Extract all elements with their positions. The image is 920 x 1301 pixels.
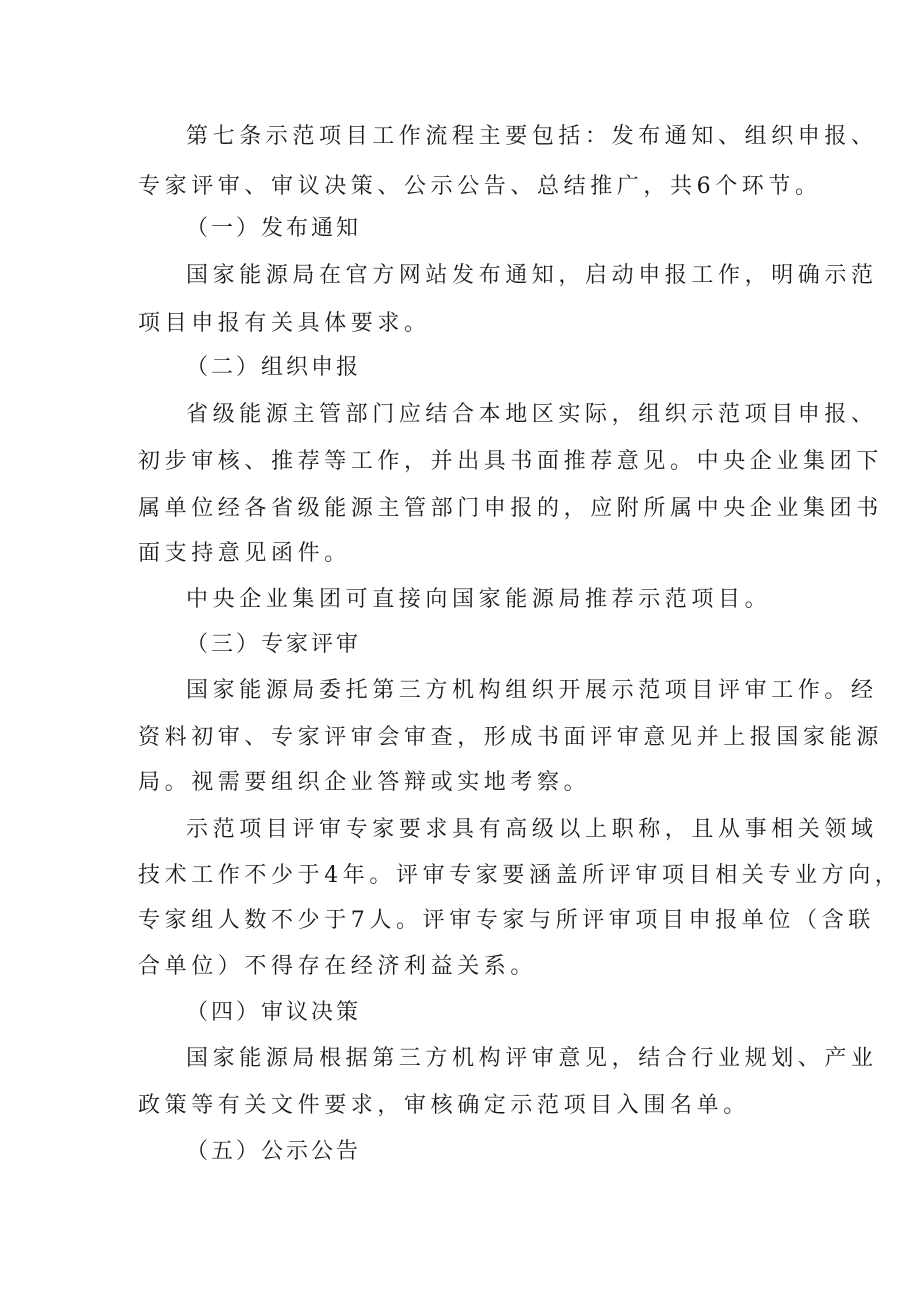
section-2-para-2-line-1: 中央企业集团可直接向国家能源局推荐示范项目。 (186, 587, 772, 612)
section-1-line-2: 项目申报有关具体要求。 (138, 311, 431, 336)
section-3-para-1-line-3: 局。视需要组织企业答辩或实地考察。 (138, 770, 591, 795)
section-4-line-2: 政策等有关文件要求，审核确定示范项目入围名单。 (138, 1093, 750, 1118)
section-1-line-1: 国家能源局在官方网站发布通知，启动申报工作，明确示范 (186, 263, 878, 288)
section-4-line-1: 国家能源局根据第三方机构评审意见，结合行业规划、产业 (186, 1046, 878, 1071)
section-2-para-1-line-3: 属单位经各省级能源主管部门申报的，应附所属中央企业集团书 (138, 496, 883, 521)
section-2-para-1-line-2: 初步审核、推荐等工作，并出具书面推荐意见。中央企业集团下 (138, 449, 883, 474)
section-3-para-1-line-1: 国家能源局委托第三方机构组织开展示范项目评审工作。经 (186, 678, 878, 703)
article-7-line-2: 专家评审、审议决策、公示公告、总结推广，共6个环节。 (138, 174, 822, 199)
section-3-para-2-line-4: 合单位）不得存在经济利益关系。 (138, 954, 538, 979)
section-3-para-2-line-3: 专家组人数不少于7人。评审专家与所评审项目申报单位（含联 (138, 908, 875, 933)
section-2-para-1-line-4: 面支持意见函件。 (138, 541, 351, 566)
article-7-line-1: 第七条示范项目工作流程主要包括：发布通知、组织申报、 (186, 124, 878, 149)
section-1-heading: （一）发布通知 (186, 216, 362, 241)
section-3-para-2-line-1: 示范项目评审专家要求具有高级以上职称，且从事相关领域 (186, 817, 878, 842)
section-3-para-2-line-2: 技术工作不少于4年。评审专家要涵盖所评审项目相关专业方向， (138, 863, 902, 888)
section-3-heading: （三）专家评审 (186, 632, 362, 657)
section-3-para-1-line-2: 资料初审、专家评审会审查，形成书面评审意见并上报国家能源 (138, 725, 883, 750)
section-5-heading: （五）公示公告 (186, 1139, 362, 1164)
section-2-para-1-line-1: 省级能源主管部门应结合本地区实际，组织示范项目申报、 (186, 402, 878, 427)
section-2-heading: （二）组织申报 (186, 355, 362, 380)
section-4-heading: （四）审议决策 (186, 1000, 362, 1025)
